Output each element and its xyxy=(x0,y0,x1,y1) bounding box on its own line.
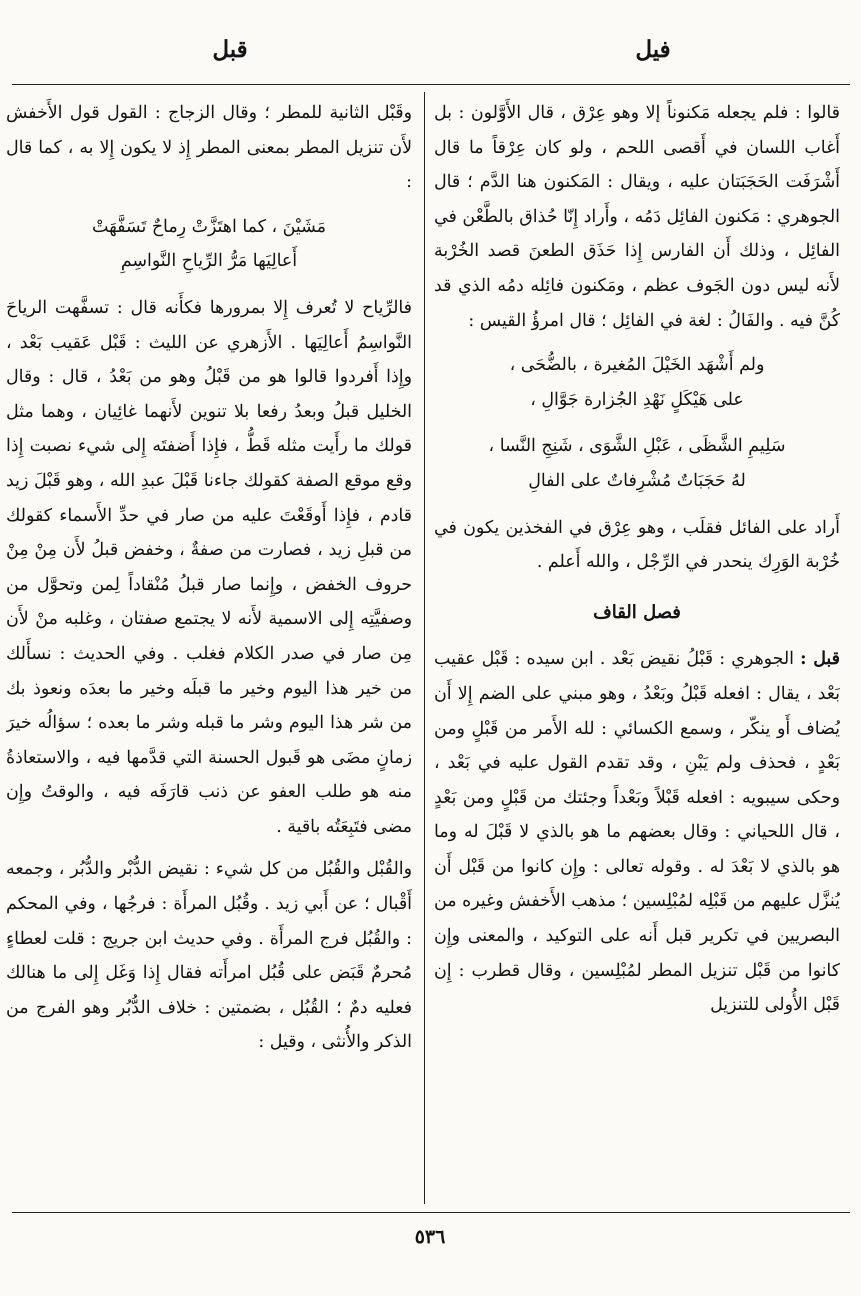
column-divider xyxy=(424,92,425,1204)
poetry-verse xyxy=(434,429,840,498)
verse-line: لهُ حَجَبَاتٌ مُشْرِفاتٌ على الفالِ xyxy=(528,470,746,491)
entry-paragraph: والقُبْل والقُبُل من كل شيء : نقيض الدُّبْر والدُّبُر ، وجمعه أَقْبال ؛ عن أَبي زيد . وقُبُل المرأَة : فرجُها ، وفي المحكم : والقُبُل فرج المرأَة . وفي حديث ابن جريج : قلت لعطاءٍ مُحرمٌ قَبَض على قُبُل امرأَته فقال إِذا وَغَل إِلى ما هنالك فعليه دمٌ ؛ القُبُل ، بضمتين : خلاف الدُّبُر وهو الفرج من الذكر والأُنثى ، وقيل : xyxy=(6,859,412,1053)
verse-line: على هَيْكَلٍ نَهْدِ الجُزارة جَوَّالِ ، xyxy=(530,389,744,410)
running-head-left: قبل xyxy=(212,36,248,63)
footer-rule xyxy=(12,1212,850,1213)
entry-headword: قبل : xyxy=(800,649,840,670)
verse-line: سَلِيمِ الشَّظَى ، عَبْلِ الشَّوَى ، شَنِجِ النَّسا ، xyxy=(488,436,786,457)
poetry-verse xyxy=(6,210,412,279)
left-column xyxy=(6,96,412,1208)
entry-text: الجوهري : قَبْلُ نقيض بَعْد . ابن سيده : قَبْل عقيب بَعْد ، يقال : افعله قَبْلُ وبَعْدُ ، وهو مبني على الضم إِلا أَن يُضاف أَو ينكّر ، وسمع الكسائي : لله الأَمر من قَبْلٍ ومن بَعْدٍ ، فحذف ولم يَبْنِ ، وقد تقدم القول عليه في بَعْد ، وحكى سيبويه : افعله قَبْلاً وبَعْداً وجئتك من قَبْلٍ ومن بَعْدٍ ، قال اللحياني : وقال بعضهم ما هو بالذي لا قَبْلَ له وما هو بالذي لا بَعْدَ له . وقوله تعالى : وإِن كانوا من قَبْل أَن يُنزَّل عليهم من قَبْلِه لمُبْلِسين ؛ مذهب الأَخفش وغيره من البصريين في تكرير قبل أَنه على التوكيد ، والمعنى وإِن كانوا من قَبْل تنزيل المطر لمُبْلِسين ، وقال قطرب : إِن قَبْل الأُولى للتنزيل xyxy=(434,649,840,1016)
entry-paragraph: أَراد على الفائل فقلَب ، وهو عِرْق في الفخذين يكون في خُرْبة الوَرِك ينحدر في الرِّجْل ، والله أَعلم . xyxy=(434,517,840,573)
entry-paragraph: قالوا : فلم يجعله مَكنوناً إلا وهو عِرْق ، قال الأَوَّلون : بل أَغاب اللسان في أَقصى اللحم ، ولو كان عِرْقاً ما قال أَشْرَفَت الحَجَبَتان عليه ، ويقال : المَكنون هنا الدَّم ؛ قال الجوهري : مَكنون الفائِل دَمُه ، وأَراد إِنّا حُذاق بالطَّعْن في الفائِل ، وذلك أَن الفارس إِذا حَذَق الطعنَ قصد الخُرْبة لأَنه ليس دون الجَوف عظم ، ومَكنون فائِله دمُه الذي قد كُنَّ فيه . والفَالُ : لغة في الفائِل ؛ قال امرؤُ القيس : xyxy=(434,103,840,331)
entry-paragraph: فالرِّياح لا تُعرف إِلا بمرورها فكأَنه قال : تسفَّهت الرياحَ النَّواسِمُ أَعالِيَها . الأَزهري عن الليث : قَبْل عَقيب بَعْد ، وإِذا أَفردوا قالوا هو من قَبْلُ وهو من بَعْدُ ، قال : وقال الخليل قبلُ وبعدُ رفعا بلا تنوين لأَنهما غائِيان ، وهما مثل قولك ما رأَيت مثله قَطُّ ، فإِذا أَضفتَه إِلى شيء نصبت إِذا وقع موقع الصفة كقولك جاءنا قَبْلَ عبدِ الله ، وهو قَبْلَ زيد قادم ، فإِذا أَوقَعْتَ عليه من صار في حدِّ الأَسماء كقولك من قبلِ زيد ، فصارت من صفةٌ ، وخفض قبلُ لأَن مِنْ مِنْ حروف الخفض ، وإِنما صار قبلُ مُنْقاداً لِمن وتحوَّل من وصفيَّتِه إِلى الاسمية لأَنه لا يجتمع صفتان ، وغلبه منْ لأَن مِن صار في صدر الكلام فغلب . وفي الحديث : نسأَلك من خير هذا اليوم وخير ما قبلَه وخير ما بعدَه ونعوذ بك من شر هذا اليوم وشر ما قبله وشر ما بعده ؛ سؤالُه خيرَ زمانٍ مضَى هو قَبول الحسنة التي قدَّمها فيه ، والاستعاذةُ منه هو طلب العفو عن ذنب قارَفَه فيه ، والوقتُ وإِن مضى فتَبِعَتُه باقية . xyxy=(6,297,412,837)
entry-paragraph: وقَبْل الثانية للمطر ؛ وقال الزجاج : القول قول الأَخفش لأَن تنزيل المطر بمعنى المطر إِذ لا يكون إِلا به ، كما قال : xyxy=(6,103,412,193)
entry-paragraph xyxy=(434,642,840,1023)
verse-line: مَشَيْنَ ، كما اهتَزَّتْ رِماحٌ تَسَفَّهَتْ xyxy=(92,216,326,237)
section-title: فصل القاف xyxy=(593,601,681,623)
verse-line: ولم أَشْهَد الخَيْلَ المُغيرة ، بالضُّحَى ، xyxy=(509,355,765,376)
right-column xyxy=(434,96,840,1208)
page-number: ٥٣٦ xyxy=(414,1226,446,1248)
verse-line: أَعالِيَها مَرُّ الرِّياحِ النَّواسِمِ xyxy=(120,251,298,272)
poetry-verse xyxy=(434,348,840,417)
running-head-right: فيل xyxy=(635,36,671,63)
header-rule xyxy=(12,84,850,85)
